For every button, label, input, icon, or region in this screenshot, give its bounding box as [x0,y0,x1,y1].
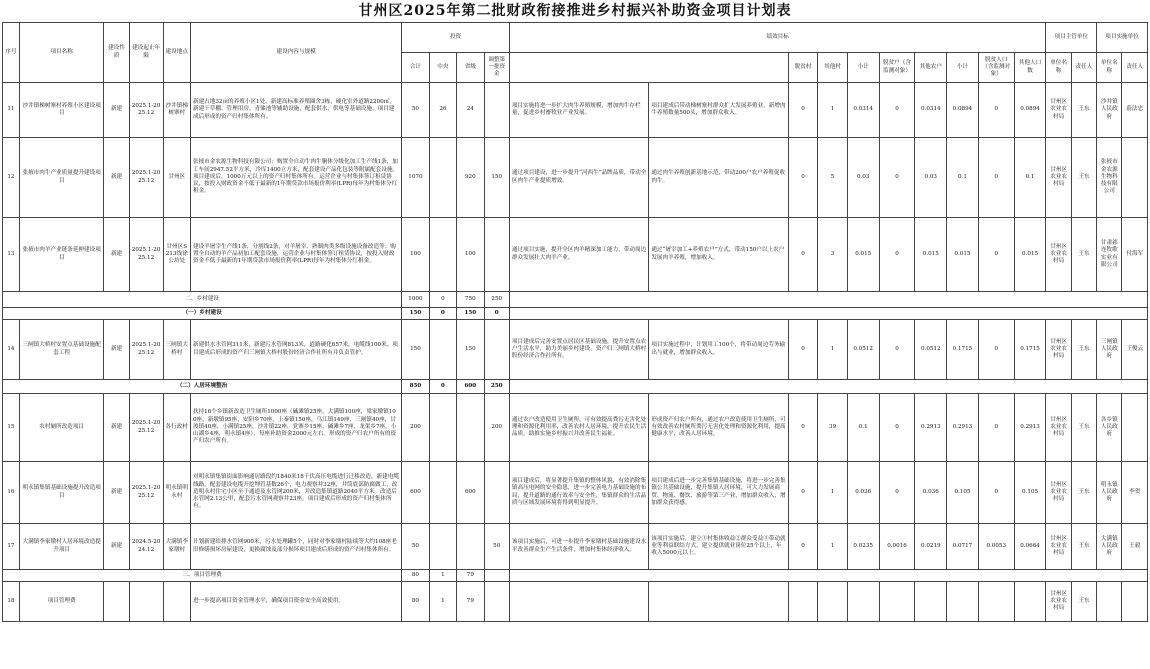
cell-nature: 新建 [104,462,129,524]
cell-sub1: 0.0314 [847,83,879,138]
cell-resp-1: 王东 [1071,320,1096,380]
cell-sub2: 0.015 [947,218,979,292]
header-provincial: 省级 [457,53,484,83]
cell-resp-1: 王东 [1071,524,1096,570]
cell-central [429,320,456,380]
cell-op: 0.2913 [1014,394,1046,462]
cell-central [429,394,456,462]
cell-implementer: 明永镇人民政府 [1097,462,1122,524]
cell-ov: 1 [818,83,848,138]
cell-sub2: 0.105 [947,462,979,524]
cell-central [429,524,456,570]
cell-nature: 新建 [104,138,129,218]
cell-sub2: 0.0894 [947,83,979,138]
cell-oh: 0.015 [915,218,947,292]
page-title: 甘州区2025年第二批财政衔接推进乡村振兴补助资金项目计划表 [358,3,792,19]
cell-name: 沙井镇梯树寨村养殖小区建设项目 [19,83,103,138]
header-location: 建设地点 [163,23,190,83]
section-provincial: 79 [457,570,484,582]
cell-seq: 13 [3,218,20,292]
cell-provincial [457,394,484,462]
cell-perf-2: 通过肉牛养殖创新基地示范，带动200户农户养殖促收肉牛。 [649,138,788,218]
cell-implementer: 三闸镇人民政府 [1097,320,1122,380]
cell-sub2: 0.2913 [947,394,979,462]
cell-ov: 1 [818,524,848,570]
cell-sub1: 0.036 [847,462,879,524]
cell-ov: 1 [818,462,848,524]
cell-perf-2: 项目实施过程中，计划用工100个，将带动周边劳务输出与就业，增加群众收入。 [649,320,788,380]
subsection-total: 850 [402,380,429,394]
cell-content: 建设羊屠宰生产线1条，分割线2条，对羊屠宰、熟制肉类多级设施设备改造等；购置全自动的羊产品初加工配套设施，运营企业与村集体签订租赁协议，按投入财政资金不低于最新的1年期贷款市场报价利率(LPR)每年为村集体分红租金。 [190,218,401,292]
cell-total: 1070 [402,138,429,218]
section-central: 0 [429,292,456,308]
header-unit-name-1: 单位名称 [1046,53,1071,83]
cell-resp-2: 李贺 [1122,462,1148,524]
cell-adjust [484,83,509,138]
cell-pp: 0 [978,394,1014,462]
cell-sub1: 0.1 [847,394,879,462]
cell-supervisor: 甘州区农业农村局 [1046,138,1071,218]
table-row [3,582,1148,622]
section-label: 二、乡村建设 [3,292,402,308]
cell-implementer: 大满镇人民政府 [1097,524,1122,570]
header-subtotal-1: 小计 [847,53,879,83]
cell-op: 0.0894 [1014,83,1046,138]
cell-name: 明永镇集镇基础设施提升改造项目 [19,462,103,524]
cell-content: 新建供水水管网311米，新建污水管网813米，道路硬化657米，电缆线100米。项目建成后形成的资产归三闸镇大桥村股份经济合作社所有并负责管护。 [190,320,401,380]
cell-ph: 0 [879,394,915,462]
cell-pp: 0 [978,320,1014,380]
section-total: 1000 [402,292,429,308]
cell-oh: 0.03 [915,138,947,218]
cell-provincial: 150 [457,320,484,380]
project-plan-table [2,22,1148,622]
cell-dv: 0 [788,83,818,138]
cell-oh: 0.0512 [915,320,947,380]
cell-content: 扶持16个乡镇新改造卫生厕所1000座（碱滩镇25座，大满镇100座，梁家墩镇100座，新墩镇95座，安阳乡70座，上秦镇150座，乌江镇149座，三闸镇40座，甘浚镇40座，小满镇25座，沙井镇22座，党寨乡15座，碱滩乡7座，龙渠乡7座，小山湖乡4座，明永镇4座），每座补助资金2000元左右。形成的资产归农户所有的资产归农户所有。 [190,394,401,462]
cell-name: 张掖市肉羊产业链条延伸建设项目 [19,218,103,292]
cell-total: 600 [402,462,429,524]
cell-pp: 0 [978,138,1014,218]
cell-resp-2 [1122,582,1148,622]
cell-op: 0.105 [1014,462,1046,524]
cell-perf-2: 通过“屠宰加工+养殖农户”方式，带动150户以上农户发展肉羊养殖，增加收入。 [649,218,788,292]
cell-sub2: 0.1715 [947,320,979,380]
cell-seq: 16 [3,462,20,524]
cell-supervisor: 甘州区农业农村局 [1046,320,1071,380]
cell-sub1: 0.0235 [847,524,879,570]
cell-resp-1: 王东 [1071,138,1096,218]
cell-implementer: 甘肃祁连牧歌实业有限公司 [1097,218,1122,292]
cell-supervisor: 甘州区农业农村局 [1046,394,1071,462]
cell-name: 项目管理费 [19,582,103,622]
cell-nature: 新建 [104,218,129,292]
cell-perf-2: 形成资产归农户所有，通过农户改造使用卫生厕所，可有效改善农村厕所粪污无害化处理和资源化利用，提高健康水平，改善人居环境。 [649,394,788,462]
cell-nature: 新建 [104,83,129,138]
cell-content: 计划新建给排水管网900米，污水处理罐5个，同时对李家墩村陆续等大约108座老旧修缮损坏房屋建设，更换腐蚀及部分损坏项目建成后形成的资产归村集体所有。 [190,524,401,570]
cell-content: 对明永镇集镇街面影响通居路段约1840米18千伏高压电缆进行迁移改造，新建电缆线路，配套建设电缆开挖埋管基数26个，电力观察井32座，井筒底部防腐做工，改造明永村住宅小区至于通道及水管网200米，并改造集镇道路2040平方米。改造后水管网2.13公里，配套污水管网观察井23座，项目建成后形成的资产归村集体所有。 [190,462,401,524]
subsection-row [3,308,1148,320]
cell-content: 新建占地32亩的养殖小区1处，新建高标准养殖圈舍3栋，硬化室外道路2200㎡，新建干草棚、管理用房、青储池等辅助设施，配套供水、供电等基础设施。项目建成后形成的资产归村集体所有。 [190,83,401,138]
cell-resp-1: 王东 [1071,394,1096,462]
cell-perf-1: 项目实施将进一步扩大肉牛养殖规模，增加肉牛存栏量，促进乡村畜牧业产业发展。 [509,83,648,138]
cell-central: 26 [429,83,456,138]
cell-sub2: 0.0717 [947,524,979,570]
header-implementer: 项目实施单位 [1097,23,1148,53]
cell-adjust [484,218,509,292]
cell-pp: 0 [978,83,1014,138]
section-adjust [484,570,509,582]
table-row [3,320,1148,380]
cell-oh: 0.0314 [915,83,947,138]
cell-name: 张掖市肉牛产业质量提升建设项目 [19,138,103,218]
cell-op [1014,582,1046,622]
cell-location: 各行政村 [163,394,190,462]
cell-pp: 0 [978,462,1014,524]
header-period: 建设起止年限 [129,23,163,83]
cell-implementer [1097,582,1122,622]
cell-central [429,218,456,292]
cell-adjust [484,462,509,524]
table-row [3,218,1148,292]
cell-op: 0.015 [1014,218,1046,292]
cell-provincial: 100 [457,218,484,292]
header-perf: 绩效目标 [509,23,1046,53]
cell-resp-2: 蔚法忠 [1122,83,1148,138]
cell-dv: 0 [788,524,818,570]
cell-dv [788,582,818,622]
header-content: 建设内容与规模 [190,23,401,83]
cell-period: 2025.1-2025.12 [129,218,163,292]
cell-location: 明永镇明永村 [163,462,190,524]
header-other-village: 其他村 [818,53,848,83]
cell-content: 进一步提高项目资金管理水平，确保项目资金安全高效使用。 [190,582,401,622]
cell-provincial [457,524,484,570]
cell-implementer: 张掖市金农源生物科技有限公司 [1097,138,1122,218]
section-provincial: 750 [457,292,484,308]
cell-total: 150 [402,320,429,380]
cell-central [429,462,456,524]
cell-sub2: 0.1 [947,138,979,218]
cell-location [163,582,190,622]
cell-resp-1: 王东 [1071,462,1096,524]
subsection-provincial: 600 [457,380,484,394]
cell-ov [818,582,848,622]
section-label: 三、项目管理费 [3,570,402,582]
cell-ph [879,582,915,622]
header-supervisor: 项目主管单位 [1046,23,1097,53]
cell-ov: 39 [818,394,848,462]
header-row-1 [3,23,1148,53]
cell-provincial: 24 [457,83,484,138]
cell-total: 50 [402,524,429,570]
cell-provincial: 79 [457,582,484,622]
cell-total: 80 [402,582,429,622]
cell-sub1 [847,582,879,622]
cell-dv: 0 [788,394,818,462]
cell-location: 沙井镇梯树寨村 [163,83,190,138]
header-responsible-1: 责任人 [1071,53,1096,83]
table-row [3,394,1148,462]
section-central: 1 [429,570,456,582]
cell-central [429,138,456,218]
table-row [3,462,1148,524]
cell-seq: 15 [3,394,20,462]
section-total: 80 [402,570,429,582]
cell-nature: 新建 [104,320,129,380]
cell-perf-1: 通过项目建设，进一步提升“河西牛”品牌品质，带动全区肉牛产业提质增效。 [509,138,648,218]
cell-name: 大满镇李家墩村人居环境改造提升项目 [19,524,103,570]
cell-resp-2: 王毅 [1122,524,1148,570]
cell-sub1: 0.015 [847,218,879,292]
subsection-label: （二）人居环境整治 [3,380,402,394]
cell-pp [978,582,1014,622]
cell-resp-1: 王东 [1071,83,1096,138]
cell-pp: 0.0053 [978,524,1014,570]
section-adjust: 250 [484,292,509,308]
cell-period: 2025.1-2025.12 [129,83,163,138]
header-other-house: 其他农户 [915,53,947,83]
cell-seq: 18 [3,582,20,622]
cell-ph: 0 [879,83,915,138]
cell-resp-2 [1122,394,1148,462]
cell-dv: 0 [788,138,818,218]
cell-nature [104,582,129,622]
cell-oh: 0.036 [915,462,947,524]
cell-content: 张掖市金农源生物科技有限公司：购置全自动牛肉牛胴体分级化加工生产线1条，加工车间2947.52平方米，冷库1400立方米，配套建设产品化包装等附属配套设施。项目建成后，1000万元以上的资产归村集体所有。运营企业与村集体签订租赁协议，按投入财政资金不低于最新的1年期贷款市场报价利率(LPR)每年为村集体分红租金。 [190,138,401,218]
cell-location: 三闸镇大桥村 [163,320,190,380]
cell-dv: 0 [788,462,818,524]
cell-resp-1: 王东 [1071,218,1096,292]
cell-total: 100 [402,218,429,292]
cell-total: 50 [402,83,429,138]
cell-implementer: 各乡镇人民政府 [1097,394,1122,462]
cell-perf-1: 通过项目实施，提升全区肉羊精深加工能力，带动周边群众发展壮大肉羊产业。 [509,218,648,292]
cell-central: 1 [429,582,456,622]
cell-perf-1: 项目建成后完善安置点居民区基础设施，提升安置点农户生活水平，助力美丽乡村建设。资产归三闸镇大桥村股份经济合作社所有。 [509,320,648,380]
cell-perf-2 [649,582,788,622]
cell-sub1: 0.0512 [847,320,879,380]
header-other-pop: 其他人口数 [1014,53,1046,83]
cell-name: 农村厕所改造项目 [19,394,103,462]
header-unit-name-2: 单位名称 [1097,53,1122,83]
cell-adjust: 50 [484,524,509,570]
header-poor-house: 脱贫户（含监测对象） [879,53,915,83]
cell-period: 2025.1-2025.12 [129,394,163,462]
header-subtotal-2: 小计 [947,53,979,83]
cell-sub2 [947,582,979,622]
header-nature: 建设性质 [104,23,129,83]
cell-period: 2024.5-2024.12 [129,524,163,570]
cell-provincial: 600 [457,462,484,524]
subsection-adjust: 0 [484,308,509,320]
subsection-row [3,380,1148,394]
subsection-blank [509,380,1147,394]
header-investment: 投资 [402,23,510,53]
header-seq: 序号 [3,23,20,83]
cell-adjust: 150 [484,138,509,218]
cell-ph: 0.0016 [879,524,915,570]
subsection-total: 150 [402,308,429,320]
cell-name: 三闸镇大桥村安置点基础设施配套工程 [19,320,103,380]
subsection-provincial: 150 [457,308,484,320]
cell-resp-1: 王东 [1071,582,1096,622]
cell-perf-1: 项目建成后，将显著提升集镇的整体风貌，有效消除集镇高压电网的安全隐患，进一步完善电力基础设施的布局，提升道路的通行效率与安全性，集镇群众的生活品质与区域发展环境将得到明显提升。 [509,462,648,524]
cell-ph: 0 [879,218,915,292]
cell-sub1: 0.03 [847,138,879,218]
table-row [3,83,1148,138]
cell-dv: 0 [788,320,818,380]
cell-location: 大满镇李家墩村 [163,524,190,570]
cell-seq: 14 [3,320,20,380]
header-total: 合计 [402,53,429,83]
cell-adjust: 200 [484,394,509,462]
cell-period: 2025.1-2025.12 [129,138,163,218]
cell-resp-2: 付海军 [1122,218,1148,292]
cell-adjust [484,320,509,380]
subsection-adjust: 250 [484,380,509,394]
cell-seq: 11 [3,83,20,138]
cell-resp-2: 王俊云 [1122,320,1148,380]
table-row [3,524,1148,570]
cell-supervisor: 甘州区农业农村局 [1046,524,1071,570]
cell-period: 2025.1-2025.12 [129,462,163,524]
cell-oh [915,582,947,622]
cell-op: 0.1 [1014,138,1046,218]
header-adjust: 调整第一批资金 [484,53,509,83]
cell-period: 2025.1-2025.12 [129,320,163,380]
header-disabled-village: 脱贫村 [788,53,818,83]
cell-nature: 新建 [104,524,129,570]
cell-supervisor: 甘州区农业农村局 [1046,582,1071,622]
cell-total: 200 [402,394,429,462]
cell-op: 0.1715 [1014,320,1046,380]
cell-location: 甘州区 [163,138,190,218]
subsection-central: 0 [429,380,456,394]
header-responsible-2: 责任人 [1122,53,1148,83]
header-central: 中央 [429,53,456,83]
cell-seq: 17 [3,524,20,570]
cell-seq: 12 [3,138,20,218]
cell-ov: 3 [818,218,848,292]
cell-perf-2: 项目建成后带动梯树寨村群众扩大发展养殖业，新增肉牛养殖数量500头，增加群众收入。 [649,83,788,138]
cell-perf-2: 项目建成后进一步完善集镇基础设施，将进一步完善集镇公共基础设施，提升集镇人居环境，可大力发展商贸、物流、餐饮、旅游等第三产业，增加群众收入，增加群众获得感。 [649,462,788,524]
cell-perf-2: 该项目实施后，建立①村集体收益②群众受益③带动就业等利益联结方式，建立提供就业岗位25个以上，年收入5000元以上。 [649,524,788,570]
subsection-central: 0 [429,308,456,320]
section-row [3,292,1148,308]
cell-provincial: 920 [457,138,484,218]
header-perf-blank [509,53,788,83]
cell-perf-1: 该项目实施后，可进一步提升李家墩村基础设施建设水平改善群众生产生活条件，增加村集体经济收入。 [509,524,648,570]
subsection-label: （一）乡村建设 [3,308,402,320]
cell-location: 甘州区S213线徐公坊处 [163,218,190,292]
section-blank [509,570,1147,582]
cell-period [129,582,163,622]
cell-ph: 0 [879,462,915,524]
section-blank [509,292,1147,308]
cell-ov: 5 [818,138,848,218]
cell-perf-1: 通过农户改造使用卫生厕所，可有效提高粪污无害化处理和资源化利用率，改善农村人居环境，提升农民生活品质，助推实施乡村振兴并改善民生福祉。 [509,394,648,462]
cell-dv: 0 [788,218,818,292]
cell-resp-2 [1122,138,1148,218]
cell-supervisor: 甘州区农业农村局 [1046,218,1071,292]
cell-oh: 0.0219 [915,524,947,570]
header-poor-pop: 脱贫人口（含监测对象） [978,53,1014,83]
table-row [3,138,1148,218]
cell-ph: 0 [879,138,915,218]
cell-op: 0.0664 [1014,524,1046,570]
cell-ph: 0 [879,320,915,380]
cell-ov: 1 [818,320,848,380]
section-row [3,570,1148,582]
cell-adjust [484,582,509,622]
cell-supervisor: 甘州区农业农村局 [1046,462,1071,524]
subsection-blank [509,308,1147,320]
cell-oh: 0.2913 [915,394,947,462]
cell-pp: 0 [978,218,1014,292]
header-name: 项目名称 [19,23,103,83]
cell-implementer: 沙井镇人民政府 [1097,83,1122,138]
cell-perf-1 [509,582,648,622]
cell-supervisor: 甘州区农业农村局 [1046,83,1071,138]
cell-nature: 新建 [104,394,129,462]
